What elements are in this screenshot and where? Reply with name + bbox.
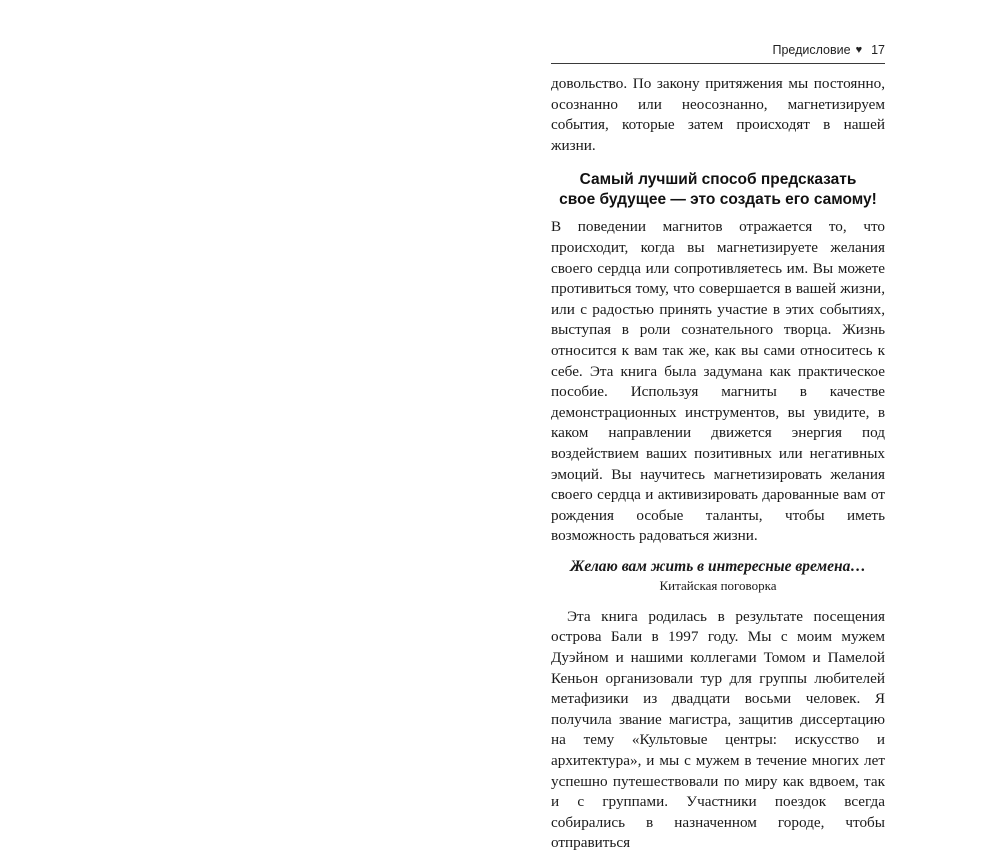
bali-paragraph: Эта книга родилась в результате посещения острова Бали в 1997 году. Мы с моим мужем Дуэйном и нашими коллегами Томом и Памелой Кеньон организовали тур для группы любителей метафизики из двадцати восьми человек. Я получила звание магистра, защитив диссертацию на тему «Культовые центры: искусство и архитектура», и мы с мужем в течение многих лет успешно путешествовали по миру как вдвоем, так и с группами. Участники поездок всегда собирались в назначенном городе, чтобы отправиться [551, 607, 885, 852]
epigraph-source: Китайская поговорка [659, 577, 777, 593]
page-number: 17 [871, 43, 885, 57]
section-title: Предисловие [772, 43, 851, 57]
book-page [551, 42, 885, 854]
epigraph [551, 557, 885, 595]
epigraph-quote: Желаю вам жить в интересные времена… [570, 557, 866, 575]
opening-paragraph: довольство. По закону притяжения мы постоянно, осознанно или неосознанно, магнетизируем события, которые затем происходят в нашей жизни. [551, 75, 885, 154]
subheading-line-2: свое будущее — это создать его самому! [559, 191, 877, 209]
subheading-line-1: Самый лучший способ предсказать [579, 171, 857, 189]
running-head [551, 42, 885, 64]
page-body [551, 74, 885, 854]
magnets-paragraph: В поведении магнитов отражается то, что происходит, когда вы магнетизируете желания своего сердца или сопротивляетесь им. Вы можете противиться тому, что совершается в вашей жизни, или с радостью принять участие в этих событиях, выступая в роли сознательного творца. Жизнь относится к вам так же, как вы сами относитесь к себе. Эта книга была задумана как практическое пособие. Используя магниты в качестве демонстрационных инструментов, вы увидите, в каком направлении движется энергия под воздействием ваших позитивных или негативных эмоций. Вы научитесь магнетизировать желания своего сердца и активизировать дарованные вам от рождения особые таланты, чтобы иметь возможность радоваться жизни. [551, 218, 885, 545]
heart-icon: ♥ [855, 44, 863, 56]
subheading [551, 170, 885, 210]
